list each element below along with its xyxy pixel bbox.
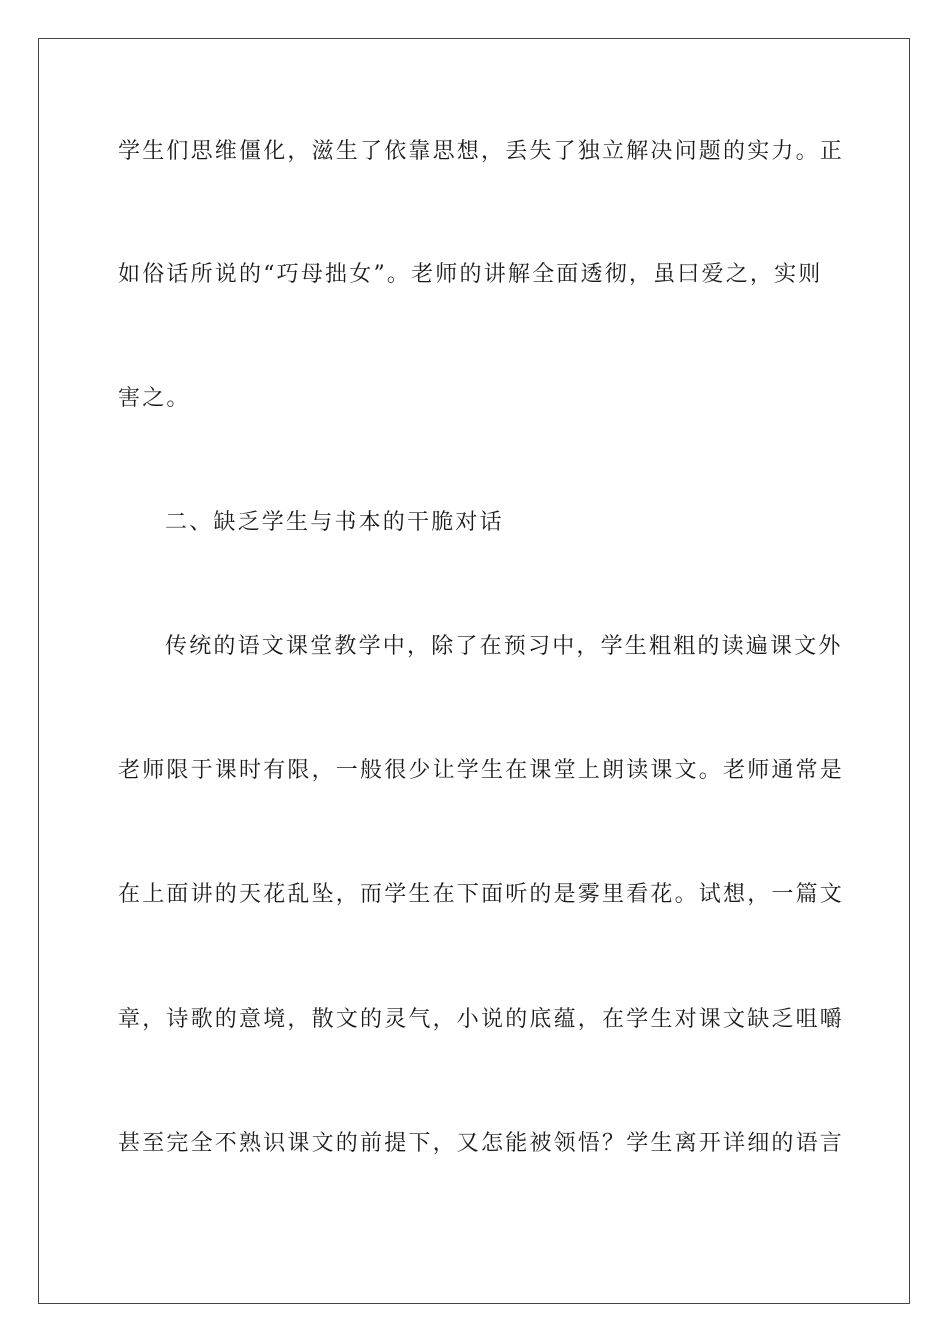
body-text-line: 老师限于课时有限，一般很少让学生在课堂上朗读课文。老师通常是	[118, 758, 845, 783]
body-text-line: 在上面讲的天花乱坠，而学生在下面听的是雾里看花。试想，一篇文	[118, 882, 845, 907]
section-heading: 二、缺乏学生与书本的干脆对话	[165, 510, 504, 535]
paragraph-first-line: 传统的语文课堂教学中，除了在预习中，学生粗粗的读遍课文外	[165, 634, 843, 659]
body-text-line: 学生们思维僵化，滋生了依靠思想，丢失了独立解决问题的实力。正	[118, 139, 845, 164]
body-text-line: 甚至完全不熟识课文的前提下，又怎能被领悟？学生离开详细的语言	[118, 1131, 845, 1156]
body-text-line: 如俗话所说的“巧母拙女”。老师的讲解全面透彻，虽曰爱之，实则	[118, 262, 823, 287]
body-text-line: 章，诗歌的意境，散文的灵气，小说的底蕴，在学生对课文缺乏咀嚼	[118, 1007, 845, 1032]
page-border	[38, 38, 910, 1304]
body-text-line: 害之。	[118, 386, 191, 411]
